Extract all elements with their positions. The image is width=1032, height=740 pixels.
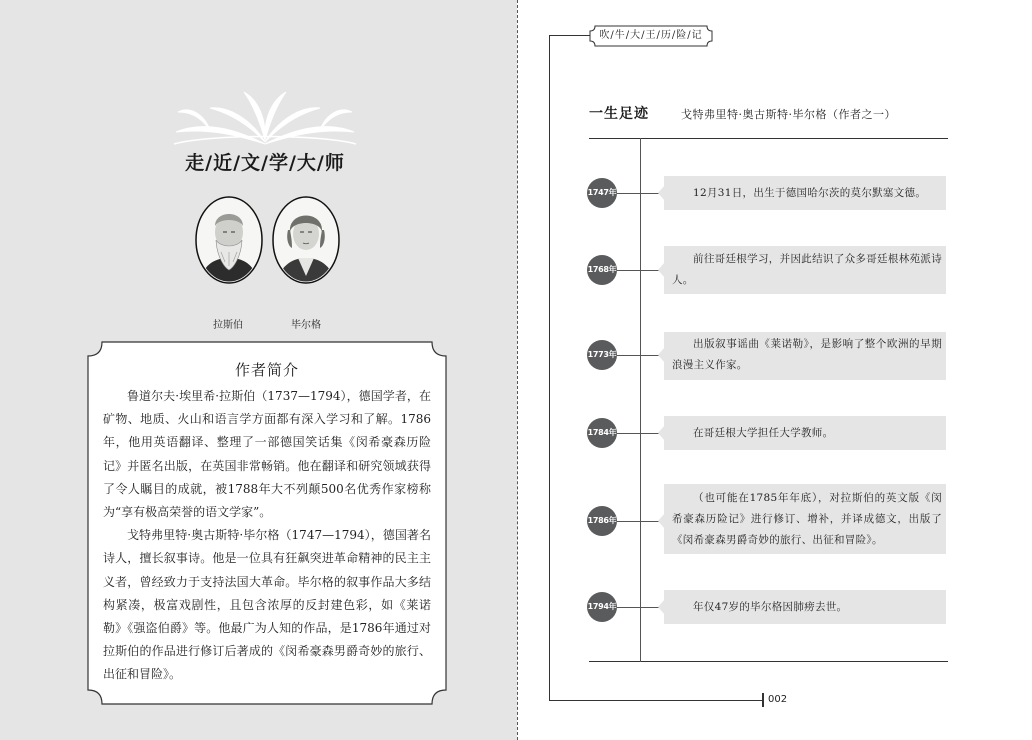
- event-text-1794: 年仅47岁的毕尔格因肺痨去世。: [693, 601, 848, 613]
- event-text: [672, 183, 942, 204]
- page-number: 002: [768, 694, 788, 705]
- intro-paragraph-raspe: 鲁道尔夫·埃里希·拉斯伯（1737—1794），德国学者，在矿物、地质、火山和语言学方面都有深入学习和了解。1786年，他用英语翻译、整理了一部德国笑话集《闵希豪森历险记》并匿名出版，在英国非常畅销。他在翻译和研究领域获得了令人瞩目的成就，被1788年大不列颠500名优秀作家榜称为“享有极高荣誉的语文学家”。: [103, 389, 431, 520]
- frame-top-line: [549, 35, 590, 36]
- event-connector: [612, 355, 664, 356]
- event-connector: [612, 193, 664, 194]
- timeline-title: 一生足迹: [589, 106, 649, 122]
- event-text-1747: 12月31日，出生于德国哈尔茨的莫尔默塞文德。: [693, 187, 927, 199]
- section-title: 走/近/文/学/大/师: [185, 152, 345, 174]
- timeline-subtitle: 戈特弗里特·奥古斯特·毕尔格（作者之一）: [681, 108, 896, 121]
- leaf-ornament-icon: [170, 86, 360, 148]
- event-text-1786: （也可能在1785年年底），对拉斯伯的英文版《闵希豪森历险记》进行修订、增补，并译成德文，出版了《闵希豪森男爵奇妙的旅行、出征和冒险》。: [672, 492, 942, 546]
- raspe-caption: 拉斯伯: [213, 320, 243, 331]
- timeline-bottom-rule: [589, 661, 948, 662]
- event-connector: [612, 270, 664, 271]
- year-badge: 1786年: [587, 506, 617, 536]
- timeline-top-rule: [589, 138, 948, 139]
- event-text-1773: 出版叙事谣曲《莱诺勒》，是影响了整个欧洲的早期浪漫主义作家。: [672, 338, 942, 371]
- intro-body: [103, 385, 431, 687]
- intro-heading: 作者简介: [234, 361, 299, 379]
- page-number-tick: [762, 693, 764, 707]
- year-badge: 1747年: [587, 178, 617, 208]
- year-badge: 1773年: [587, 340, 617, 370]
- raspe-portrait-icon: [195, 196, 263, 284]
- frame-left-line: [549, 35, 550, 701]
- timeline-spine: [640, 138, 641, 662]
- header-tab-title: 吹/牛/大/王/历/险/记: [599, 30, 703, 41]
- burger-portrait-icon: [272, 196, 340, 284]
- event-connector: [612, 521, 664, 522]
- page-fold-line: [517, 0, 518, 740]
- event-text: [672, 488, 942, 551]
- event-text: [672, 334, 942, 376]
- event-connector: [612, 433, 664, 434]
- event-text-1784: 在哥廷根大学担任大学教师。: [693, 427, 834, 439]
- event-text-1768: 前往哥廷根学习，并因此结识了众多哥廷根林苑派诗人。: [672, 253, 942, 286]
- event-text: [672, 597, 942, 618]
- event-connector: [612, 607, 664, 608]
- year-badge: 1784年: [587, 418, 617, 448]
- burger-caption: 毕尔格: [291, 320, 321, 331]
- intro-paragraph-burger: 戈特弗里特·奥古斯特·毕尔格（1747—1794），德国著名诗人，擅长叙事诗。他是一位具有狂飙突进革命精神的民主主义者，曾经致力于支持法国大革命。毕尔格的叙事作品大多结构紧凑，极富戏剧性，且包含浓厚的反封建色彩，如《莱诺勒》《强盗伯爵》等。他最广为人知的作品，是1786年通过对拉斯伯的作品进行修订后著成的《闵希豪森男爵奇妙的旅行、出征和冒险》。: [103, 528, 431, 682]
- frame-bottom-line: [549, 700, 763, 701]
- year-badge: 1794年: [587, 592, 617, 622]
- event-text: [672, 249, 942, 291]
- year-badge: 1768年: [587, 255, 617, 285]
- event-text: [672, 423, 942, 444]
